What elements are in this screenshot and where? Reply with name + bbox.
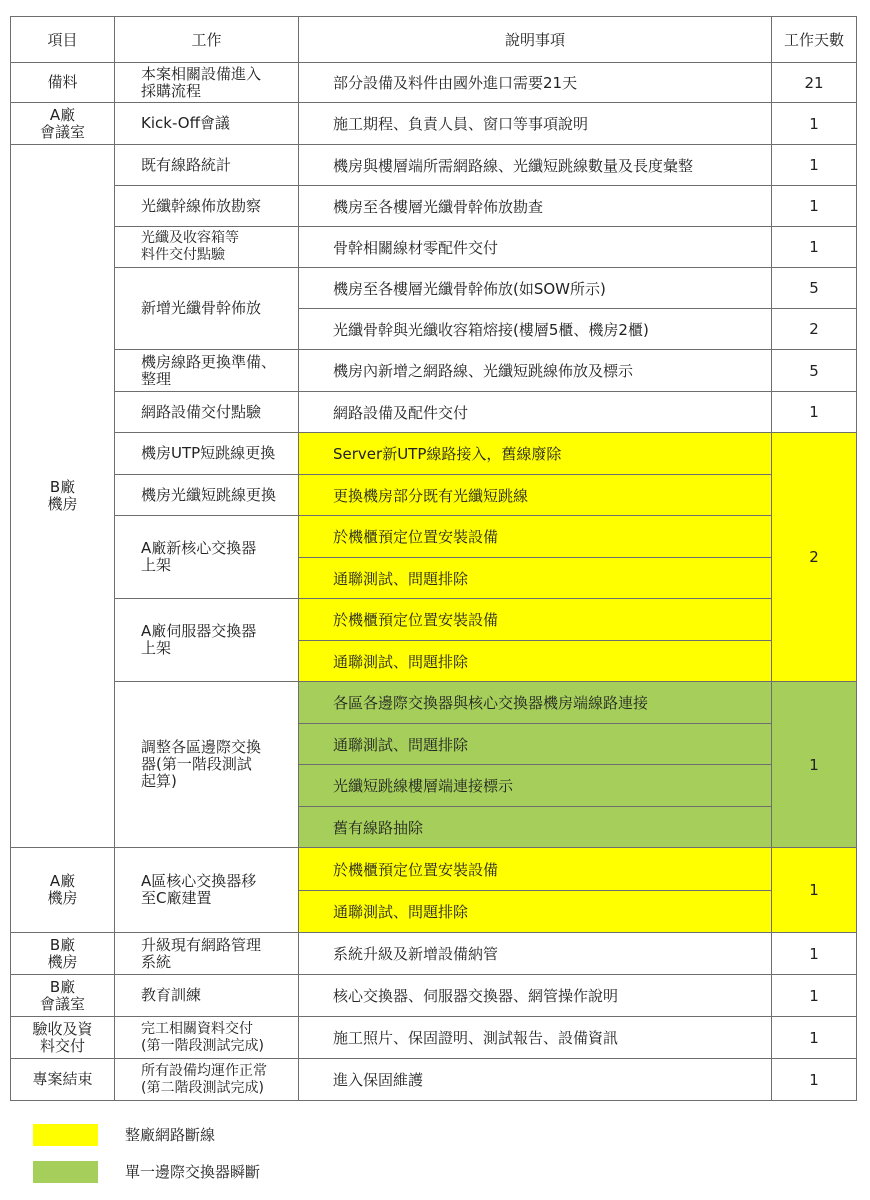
table-row: [11, 975, 857, 1017]
schedule-table: [10, 16, 857, 1101]
work-cell: Kick-Off會議: [115, 103, 299, 145]
desc-cell: 機房至各樓層光纖骨幹佈放(如SOW所示): [299, 268, 772, 309]
desc-cell: 於機櫃預定位置安裝設備: [299, 848, 772, 891]
work-cell: 本案相關設備進入 採購流程: [115, 63, 299, 103]
table-row: [11, 145, 857, 186]
desc-cell: 骨幹相關線材零配件交付: [299, 227, 772, 268]
item-cell: B廠 會議室: [11, 975, 115, 1017]
table-row: [11, 599, 857, 641]
table-row: [11, 392, 857, 433]
work-cell: 教育訓練: [115, 975, 299, 1017]
days-cell: 1: [772, 227, 857, 268]
desc-cell: 施工期程、負責人員、窗口等事項說明: [299, 103, 772, 145]
table-row: [11, 63, 857, 103]
days-cell: 1: [772, 392, 857, 433]
desc-cell: 於機櫃預定位置安裝設備: [299, 516, 772, 558]
work-cell: 光纖及收容箱等 料件交付點驗: [115, 227, 299, 268]
work-cell: 光纖幹線佈放勘察: [115, 186, 299, 227]
header-days: 工作天數: [772, 17, 857, 63]
work-cell: 所有設備均運作正常 (第二階段測試完成): [115, 1059, 299, 1101]
desc-cell: 機房與樓層端所需網路線、光纖短跳線數量及長度彙整: [299, 145, 772, 186]
days-cell: 1: [772, 1059, 857, 1101]
desc-cell: 施工照片、保固證明、測試報告、設備資訊: [299, 1017, 772, 1059]
days-cell: 1: [772, 848, 857, 933]
header-item: 項目: [11, 17, 115, 63]
legend-label-yellow: 整廠網路斷線: [125, 1126, 216, 1144]
work-cell: 新增光纖骨幹佈放: [115, 268, 299, 350]
table-row: [11, 933, 857, 975]
table-row: [11, 682, 857, 724]
days-cell: 5: [772, 350, 857, 392]
table-row: [11, 103, 857, 145]
item-cell: A廠 機房: [11, 848, 115, 933]
desc-cell: 核心交換器、伺服器交換器、網管操作說明: [299, 975, 772, 1017]
desc-cell: 通聯測試、問題排除: [299, 891, 772, 933]
legend-swatch-yellow: [33, 1124, 98, 1146]
work-cell: A廠新核心交換器 上架: [115, 516, 299, 599]
desc-cell: 於機櫃預定位置安裝設備: [299, 599, 772, 641]
days-cell: 2: [772, 433, 857, 682]
days-cell: 2: [772, 309, 857, 350]
desc-cell: 更換機房部分既有光纖短跳線: [299, 475, 772, 516]
desc-cell: 機房至各樓層光纖骨幹佈放勘查: [299, 186, 772, 227]
header-row: [11, 17, 857, 63]
desc-cell: 系統升級及新增設備納管: [299, 933, 772, 975]
work-cell: A區核心交換器移 至C廠建置: [115, 848, 299, 933]
days-cell: 1: [772, 1017, 857, 1059]
desc-cell: 進入保固維護: [299, 1059, 772, 1101]
desc-cell: 各區各邊際交換器與核心交換器機房端線路連接: [299, 682, 772, 724]
item-cell: 驗收及資 料交付: [11, 1017, 115, 1059]
item-cell: B廠 機房: [11, 145, 115, 848]
item-cell: 專案結束: [11, 1059, 115, 1101]
work-cell: 升級現有網路管理 系統: [115, 933, 299, 975]
legend-swatch-green: [33, 1161, 98, 1183]
legend-label-green: 單一邊際交換器瞬斷: [125, 1163, 261, 1181]
table-row: [11, 433, 857, 475]
work-cell: 既有線路統計: [115, 145, 299, 186]
desc-cell: 光纖短跳線樓層端連接標示: [299, 765, 772, 807]
days-cell: 1: [772, 975, 857, 1017]
work-cell: 機房UTP短跳線更換: [115, 433, 299, 475]
days-cell: 1: [772, 682, 857, 848]
table-row: [11, 227, 857, 268]
table-row: [11, 268, 857, 309]
desc-cell: Server新UTP線路接入，舊線廢除: [299, 433, 772, 475]
days-cell: 1: [772, 145, 857, 186]
table-row: [11, 1017, 857, 1059]
work-cell: 完工相關資料交付 (第一階段測試完成): [115, 1017, 299, 1059]
work-cell: 機房線路更換準備、 整理: [115, 350, 299, 392]
header-work: 工作: [115, 17, 299, 63]
desc-cell: 光纖骨幹與光纖收容箱熔接(樓層5櫃、機房2櫃): [299, 309, 772, 350]
work-cell: 機房光纖短跳線更換: [115, 475, 299, 516]
desc-cell: 通聯測試、問題排除: [299, 641, 772, 682]
header-desc: 說明事項: [299, 17, 772, 63]
desc-cell: 通聯測試、問題排除: [299, 724, 772, 765]
desc-cell: 部分設備及料件由國外進口需要21天: [299, 63, 772, 103]
work-cell: 網路設備交付點驗: [115, 392, 299, 433]
desc-cell: 網路設備及配件交付: [299, 392, 772, 433]
table-row: [11, 186, 857, 227]
item-cell: B廠 機房: [11, 933, 115, 975]
days-cell: 5: [772, 268, 857, 309]
days-cell: 1: [772, 933, 857, 975]
days-cell: 21: [772, 63, 857, 103]
item-cell: A廠 會議室: [11, 103, 115, 145]
table-row: [11, 848, 857, 891]
item-cell: 備料: [11, 63, 115, 103]
work-cell: 調整各區邊際交換 器(第一階段測試 起算): [115, 682, 299, 848]
table-row: [11, 475, 857, 516]
desc-cell: 通聯測試、問題排除: [299, 558, 772, 599]
days-cell: 1: [772, 186, 857, 227]
desc-cell: 舊有線路抽除: [299, 807, 772, 848]
work-cell: A廠伺服器交換器 上架: [115, 599, 299, 682]
desc-cell: 機房內新增之網路線、光纖短跳線佈放及標示: [299, 350, 772, 392]
table-row: [11, 350, 857, 392]
days-cell: 1: [772, 103, 857, 145]
table-row: [11, 1059, 857, 1101]
table-row: [11, 516, 857, 558]
